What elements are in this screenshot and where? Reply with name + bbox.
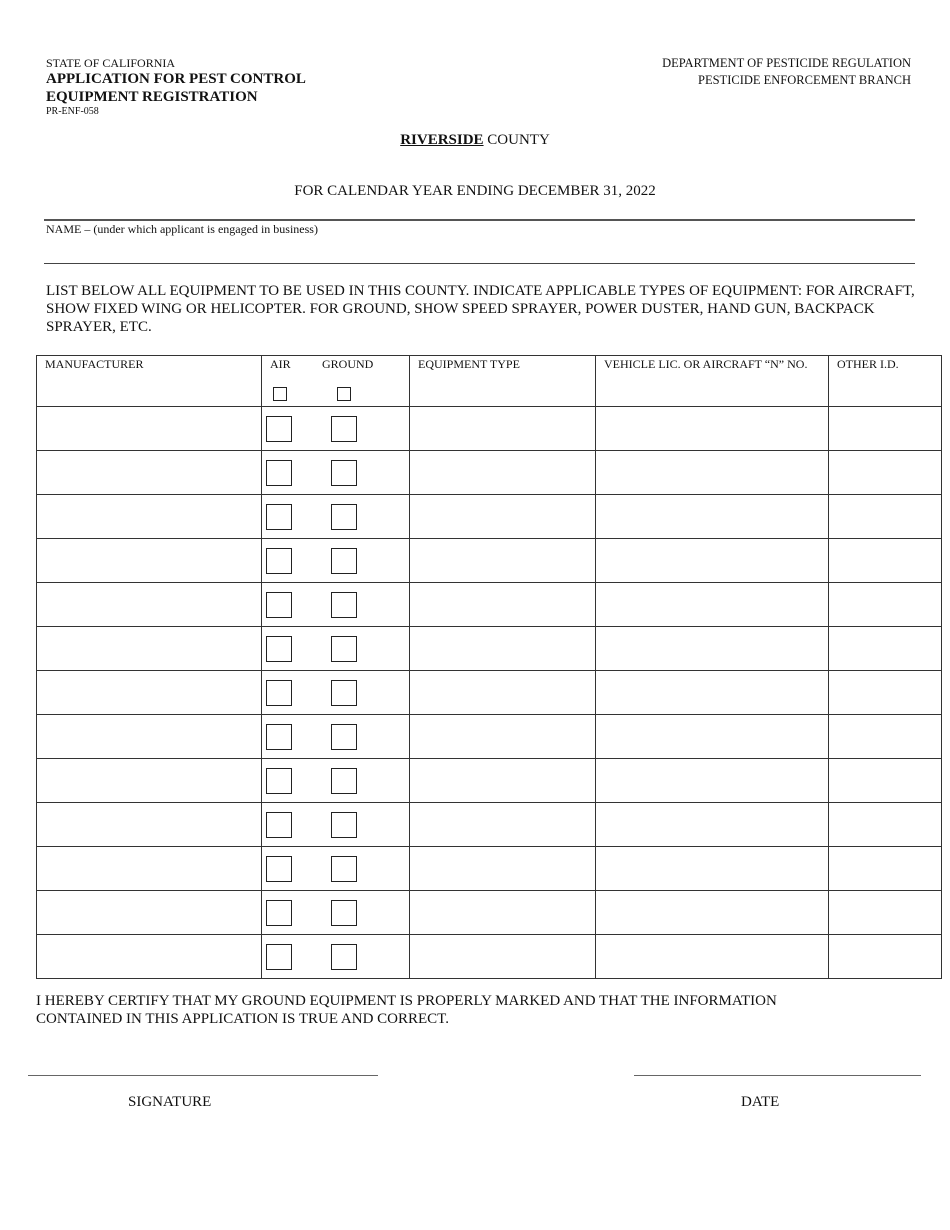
table-row [37, 407, 942, 451]
air-ground-cell [262, 583, 410, 627]
manufacturer-cell[interactable] [37, 891, 262, 935]
table-row [37, 891, 942, 935]
vehicle-cell[interactable] [596, 715, 829, 759]
table-row [37, 539, 942, 583]
name-bottom-rule [44, 263, 915, 264]
air-checkbox[interactable] [266, 856, 292, 882]
vehicle-cell[interactable] [596, 671, 829, 715]
air-checkbox[interactable] [266, 680, 292, 706]
manufacturer-cell[interactable] [37, 451, 262, 495]
air-ground-header [262, 356, 410, 407]
vehicle-cell[interactable] [596, 847, 829, 891]
manufacturer-cell[interactable] [37, 495, 262, 539]
table-row [37, 671, 942, 715]
other-id-cell[interactable] [829, 671, 942, 715]
manufacturer-cell[interactable] [37, 627, 262, 671]
equipment-type-cell[interactable] [410, 539, 596, 583]
other-id-cell[interactable] [829, 627, 942, 671]
form-title-line2: EQUIPMENT REGISTRATION [46, 89, 258, 105]
table-row [37, 847, 942, 891]
air-ground-cell [262, 539, 410, 583]
vehicle-cell[interactable] [596, 803, 829, 847]
other-id-cell[interactable] [829, 759, 942, 803]
equipment-type-header: EQUIPMENT TYPE [410, 356, 596, 407]
equipment-type-cell[interactable] [410, 407, 596, 451]
air-checkbox[interactable] [266, 460, 292, 486]
equipment-type-cell[interactable] [410, 583, 596, 627]
other-id-cell[interactable] [829, 407, 942, 451]
air-ground-cell [262, 627, 410, 671]
air-checkbox[interactable] [266, 812, 292, 838]
department-label: DEPARTMENT OF PESTICIDE REGULATION [662, 56, 911, 70]
equipment-type-cell[interactable] [410, 627, 596, 671]
equipment-type-cell[interactable] [410, 935, 596, 979]
ground-legend-checkbox [337, 387, 351, 401]
state-label: STATE OF CALIFORNIA [46, 56, 176, 70]
table-row [37, 759, 942, 803]
signature-line[interactable] [28, 1075, 378, 1076]
form-number: PR-ENF-058 [46, 106, 99, 117]
table-row [37, 627, 942, 671]
vehicle-header: VEHICLE LIC. OR AIRCRAFT “N” NO. [596, 356, 829, 407]
name-input[interactable] [46, 238, 914, 262]
ground-checkbox[interactable] [331, 768, 357, 794]
branch-label: PESTICIDE ENFORCEMENT BRANCH [698, 73, 911, 87]
ground-checkbox[interactable] [331, 636, 357, 662]
ground-checkbox[interactable] [331, 724, 357, 750]
air-ground-cell [262, 803, 410, 847]
air-checkbox[interactable] [266, 504, 292, 530]
vehicle-cell[interactable] [596, 891, 829, 935]
date-label: DATE [741, 1094, 780, 1110]
other-id-header: OTHER I.D. [829, 356, 942, 407]
table-row [37, 935, 942, 979]
air-checkbox[interactable] [266, 724, 292, 750]
air-checkbox[interactable] [266, 768, 292, 794]
vehicle-cell[interactable] [596, 495, 829, 539]
county-heading [0, 132, 950, 149]
air-ground-cell [262, 935, 410, 979]
air-ground-cell [262, 715, 410, 759]
vehicle-cell[interactable] [596, 451, 829, 495]
other-id-cell[interactable] [829, 583, 942, 627]
other-id-cell[interactable] [829, 847, 942, 891]
equipment-type-cell[interactable] [410, 495, 596, 539]
signature-label: SIGNATURE [128, 1094, 212, 1110]
manufacturer-cell[interactable] [37, 935, 262, 979]
calendar-year: FOR CALENDAR YEAR ENDING DECEMBER 31, 2022 [294, 183, 656, 199]
equipment-type-cell[interactable] [410, 451, 596, 495]
county-name: RIVERSIDE [400, 132, 484, 148]
date-line[interactable] [634, 1075, 921, 1076]
other-id-cell[interactable] [829, 715, 942, 759]
equipment-type-cell[interactable] [410, 715, 596, 759]
other-id-cell[interactable] [829, 451, 942, 495]
manufacturer-cell[interactable] [37, 671, 262, 715]
vehicle-cell[interactable] [596, 935, 829, 979]
ground-checkbox[interactable] [331, 900, 357, 926]
air-checkbox[interactable] [266, 416, 292, 442]
manufacturer-cell[interactable] [37, 407, 262, 451]
air-ground-cell [262, 759, 410, 803]
table-row [37, 583, 942, 627]
manufacturer-cell[interactable] [37, 715, 262, 759]
table-row [37, 803, 942, 847]
vehicle-cell[interactable] [596, 759, 829, 803]
equipment-type-cell[interactable] [410, 759, 596, 803]
ground-checkbox[interactable] [331, 680, 357, 706]
ground-checkbox[interactable] [331, 944, 357, 970]
air-ground-cell [262, 407, 410, 451]
other-id-cell[interactable] [829, 803, 942, 847]
table-row [37, 451, 942, 495]
ground-checkbox[interactable] [331, 812, 357, 838]
air-ground-cell [262, 495, 410, 539]
air-ground-cell [262, 847, 410, 891]
air-checkbox[interactable] [266, 592, 292, 618]
air-checkbox[interactable] [266, 900, 292, 926]
manufacturer-cell[interactable] [37, 759, 262, 803]
vehicle-cell[interactable] [596, 539, 829, 583]
air-ground-cell [262, 451, 410, 495]
vehicle-cell[interactable] [596, 583, 829, 627]
equipment-table [36, 355, 942, 979]
ground-header: GROUND [322, 357, 374, 371]
table-row [37, 495, 942, 539]
manufacturer-cell[interactable] [37, 803, 262, 847]
equipment-type-cell[interactable] [410, 803, 596, 847]
manufacturer-cell[interactable] [37, 583, 262, 627]
air-ground-cell [262, 671, 410, 715]
manufacturer-cell[interactable] [37, 539, 262, 583]
other-id-cell[interactable] [829, 891, 942, 935]
table-body [37, 407, 942, 979]
ground-checkbox[interactable] [331, 856, 357, 882]
vehicle-cell[interactable] [596, 407, 829, 451]
air-checkbox[interactable] [266, 548, 292, 574]
form-title-line1: APPLICATION FOR PEST CONTROL [46, 71, 306, 87]
county-suffix: COUNTY [487, 132, 550, 148]
ground-checkbox[interactable] [331, 592, 357, 618]
table-row [37, 715, 942, 759]
air-ground-cell [262, 891, 410, 935]
name-label: NAME – (under which applicant is engaged in business) [46, 222, 318, 236]
name-top-rule [44, 219, 915, 221]
manufacturer-header: MANUFACTURER [37, 356, 262, 407]
ground-checkbox[interactable] [331, 416, 357, 442]
other-id-cell[interactable] [829, 935, 942, 979]
air-checkbox[interactable] [266, 944, 292, 970]
instructions: LIST BELOW ALL EQUIPMENT TO BE USED IN THIS COUNTY. INDICATE APPLICABLE TYPES OF EQUIPMENT: FOR AIRCRAFT, SHOW FIXED WING OR HELICOPTER. FOR GROUND, SHOW SPEED SPRAYER, POWER DUSTER, HAND GUN, BACKPACK SPRAYER, ETC. [46, 283, 915, 335]
equipment-type-cell[interactable] [410, 891, 596, 935]
table-header-row [37, 356, 942, 407]
other-id-cell[interactable] [829, 539, 942, 583]
manufacturer-cell[interactable] [37, 847, 262, 891]
vehicle-cell[interactable] [596, 627, 829, 671]
ground-checkbox[interactable] [331, 504, 357, 530]
equipment-type-cell[interactable] [410, 847, 596, 891]
other-id-cell[interactable] [829, 495, 942, 539]
ground-checkbox[interactable] [331, 548, 357, 574]
air-checkbox[interactable] [266, 636, 292, 662]
certification-text: I HEREBY CERTIFY THAT MY GROUND EQUIPMENT IS PROPERLY MARKED AND THAT THE INFORMATION CONTAINED IN THIS APPLICATION IS TRUE AND CORRECT. [36, 993, 777, 1027]
ground-checkbox[interactable] [331, 460, 357, 486]
air-legend-checkbox [273, 387, 287, 401]
air-header: AIR [270, 357, 291, 371]
equipment-type-cell[interactable] [410, 671, 596, 715]
